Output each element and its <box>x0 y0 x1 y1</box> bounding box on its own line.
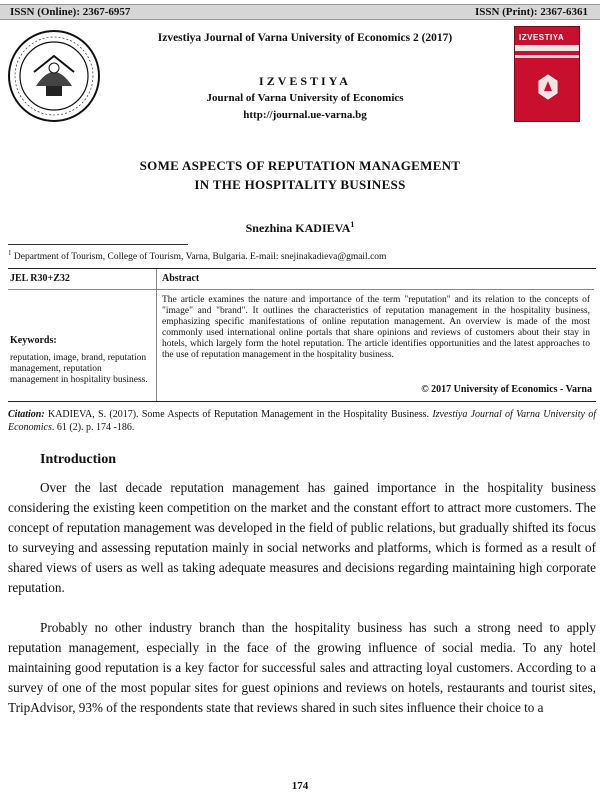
body-paragraph-1: Over the last decade reputation management has gained importance in the hospitality business considering the existing keen competition on the market and the constant effort to attract more customers. The concept of reputation management was developed in the field of public relations, but gradually shifted its focus to surveying and assessing reputation mainly in social networks and platforms, which is formed as a result of shared views of users as well as taking adequate measures and decisions regarding maintaining high corporate reputation. <box>8 480 596 595</box>
issn-bar <box>0 4 600 20</box>
body-paragraph-2: Probably no other industry branch than the hospitality business has such a strong need to apply reputation management, especially in the face of the growing influence of social media. To any hotel maintaining good reputation is a key factor for successful sales and attracting loyal customers. According to a survey of one of the most popular sites for guest opinions and reviews on hotels, restaurants and tourist sites, TripAdvisor, 93% of the respondents state that reviews shared in such sites influence their choice to a <box>8 620 596 715</box>
journal-cover-image <box>514 26 580 122</box>
citation-rest: . 61 (2). p. 174 -186. <box>51 422 135 433</box>
cover-title: IZVESTIYA <box>519 33 565 42</box>
footnote-mark: 1 <box>8 249 12 257</box>
issn-print: ISSN (Print): 2367-6361 <box>474 6 588 18</box>
footnote-text: Department of Tourism, College of Tourism, Varna, Bulgaria. E-mail: snejinakadieva@gmail.com <box>13 252 387 263</box>
citation-journal: Izvestiya Journal of Varna University of Economics <box>8 409 597 433</box>
abstract-heading: Abstract <box>162 273 200 284</box>
abstract-text: The article examines the nature and importance of the term "reputation" and its relation to the concepts of "image" and "brand". It outlines the characteristics of reputation management in the hospitality business, emphasizing specific manifestations of online reputation management. An overview is made of the most commonly used international online portals that share opinions and reviews of customers about their stay in hotels, which largely form the hotel reputation. The article identifies opportunities and the latest approaches to the use of reputation management in the hospitality business. <box>162 295 590 360</box>
section-heading: Introduction <box>40 452 116 467</box>
cover-stripe-2 <box>515 55 579 58</box>
author-name: Snezhina KADIEVA <box>245 221 351 235</box>
page-number: 174 <box>291 780 309 792</box>
author-footnote-mark: 1 <box>350 220 355 229</box>
jel-code: JEL R30+Z32 <box>10 273 70 284</box>
keywords-heading: Keywords: <box>10 335 57 346</box>
keywords-text: reputation, image, brand, reputation management, reputation management in hospitality business. <box>10 353 148 385</box>
citation <box>8 408 596 434</box>
journal-line: Izvestiya Journal of Varna University of Economics 2 (2017) <box>157 32 453 44</box>
citation-text: KADIEVA, S. (2017). Some Aspects of Reputation Management in the Hospitality Business. <box>44 409 433 420</box>
journal-name: IZVESTIYA <box>259 74 351 88</box>
article-title <box>40 156 560 194</box>
box-header-rule <box>8 289 594 290</box>
title-line-1: SOME ASPECTS OF REPUTATION MANAGEMENT <box>139 158 461 173</box>
article-info-box <box>8 268 596 402</box>
author <box>40 220 560 236</box>
citation-label: Citation: <box>8 409 45 420</box>
cover-stripe <box>515 45 579 51</box>
cover-emblem-icon <box>537 73 559 101</box>
title-line-2: IN THE HOSPITALITY BUSINESS <box>194 177 406 192</box>
footnote <box>8 249 386 262</box>
journal-url[interactable]: http://journal.ue-varna.bg <box>243 109 367 121</box>
footnote-divider <box>8 244 188 245</box>
copyright: © 2017 University of Economics - Varna <box>421 384 592 395</box>
issn-online: ISSN (Online): 2367-6957 <box>10 6 131 18</box>
university-seal-logo <box>6 28 102 124</box>
journal-full-name: Journal of Varna University of Economics <box>206 92 404 104</box>
